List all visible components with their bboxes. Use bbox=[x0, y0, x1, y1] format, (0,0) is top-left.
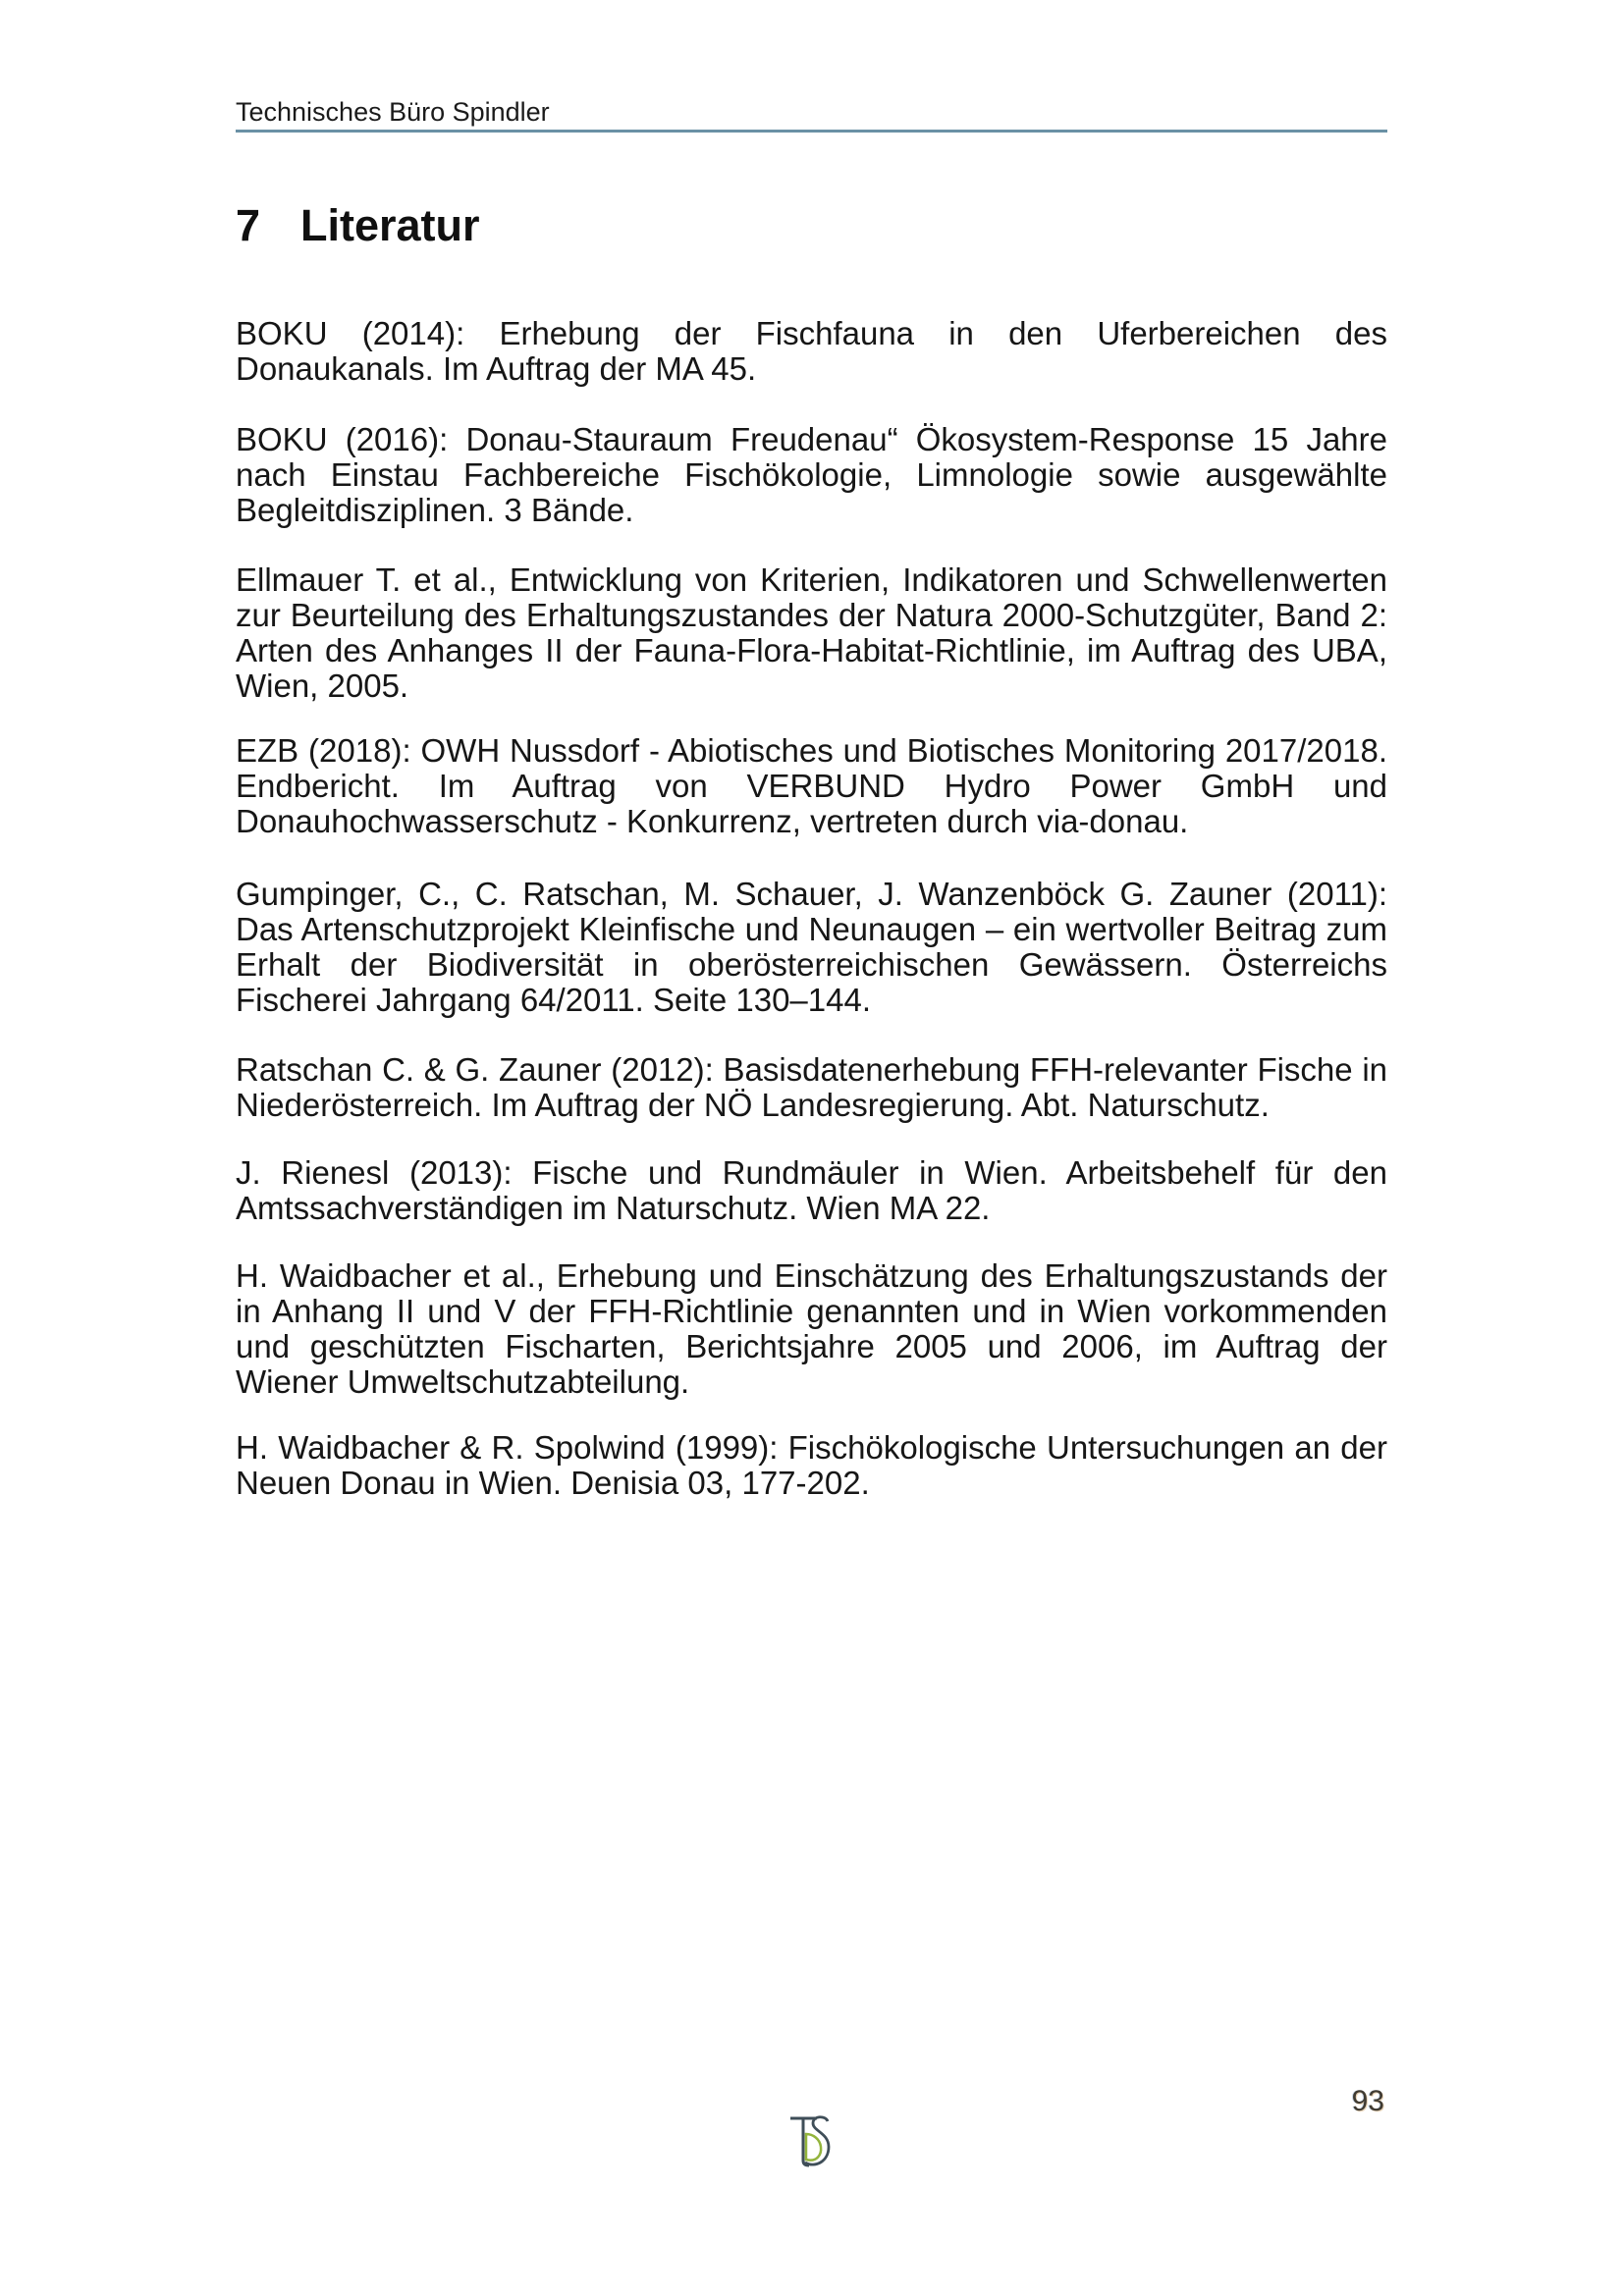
header-rule bbox=[236, 130, 1387, 133]
reference-item-gumpinger-2011: Gumpinger, C., C. Ratschan, M. Schauer, J. Wanzenböck G. Zauner (2011): Das Artenschutzprojekt Kleinfische und Neunaugen – ein wertvoller Beitrag zum Erhalt der Biodiversität in oberösterreichischen Gewässern. Österreichs Fischerei Jahrgang 64/2011. Seite 130–144. bbox=[236, 876, 1387, 1018]
reference-item-boku-2016: BOKU (2016): Donau-Stauraum Freudenau“ Ökosystem-Response 15 Jahre nach Einstau Fachbereiche Fischökologie, Limnologie sowie ausgewählte Begleitdisziplinen. 3 Bände. bbox=[236, 421, 1387, 528]
page-number: 93 bbox=[1351, 2085, 1384, 2117]
reference-item-ezb-2018: EZB (2018): OWH Nussdorf - Abiotisches und Biotisches Monitoring 2017/2018. Endbericht. Im Auftrag von VERBUND Hydro Power GmbH und Donauhochwasserschutz - Konkurrenz, vertreten durch via-donau. bbox=[236, 732, 1387, 839]
reference-item-boku-2014: BOKU (2014): Erhebung der Fischfauna in den Uferbereichen des Donaukanals. Im Auftrag der MA 45. bbox=[236, 315, 1387, 387]
header-title: Technisches Büro Spindler bbox=[236, 97, 550, 127]
ts-logo-icon bbox=[789, 2112, 833, 2171]
section-heading bbox=[236, 202, 480, 249]
reference-item-waidbacher-2005: H. Waidbacher et al., Erhebung und Einschätzung des Erhaltungszustands der in Anhang II und V der FFH-Richtlinie genannten und in Wien vorkommenden und geschützten Fischarten, Berichtsjahre 2005 und 2006, im Auftrag der Wiener Umweltschutzabteilung. bbox=[236, 1257, 1387, 1400]
reference-item-rienesl-2013: J. Rienesl (2013): Fische und Rundmäuler in Wien. Arbeitsbehelf für den Amtssachverständigen im Naturschutz. Wien MA 22. bbox=[236, 1154, 1387, 1226]
reference-item-ratschan-2012: Ratschan C. & G. Zauner (2012): Basisdatenerhebung FFH-relevanter Fische in Niederösterreich. Im Auftrag der NÖ Landesregierung. Abt. Naturschutz. bbox=[236, 1051, 1387, 1123]
logo-leaf bbox=[806, 2134, 821, 2161]
reference-item-ellmauer-2005: Ellmauer T. et al., Entwicklung von Kriterien, Indikatoren und Schwellenwerten zur Beurteilung des Erhaltungszustandes der Natura 2000-Schutzgüter, Band 2: Arten des Anhanges II der Fauna-Flora-Habitat-Richtlinie, im Auftrag des UBA, Wien, 2005. bbox=[236, 561, 1387, 704]
section-title: Literatur bbox=[300, 200, 480, 250]
reference-item-waidbacher-1999: H. Waidbacher & R. Spolwind (1999): Fischökologische Untersuchungen an der Neuen Donau in Wien. Denisia 03, 177-202. bbox=[236, 1429, 1387, 1501]
section-number: 7 bbox=[236, 200, 261, 250]
ts-logo bbox=[789, 2112, 833, 2171]
